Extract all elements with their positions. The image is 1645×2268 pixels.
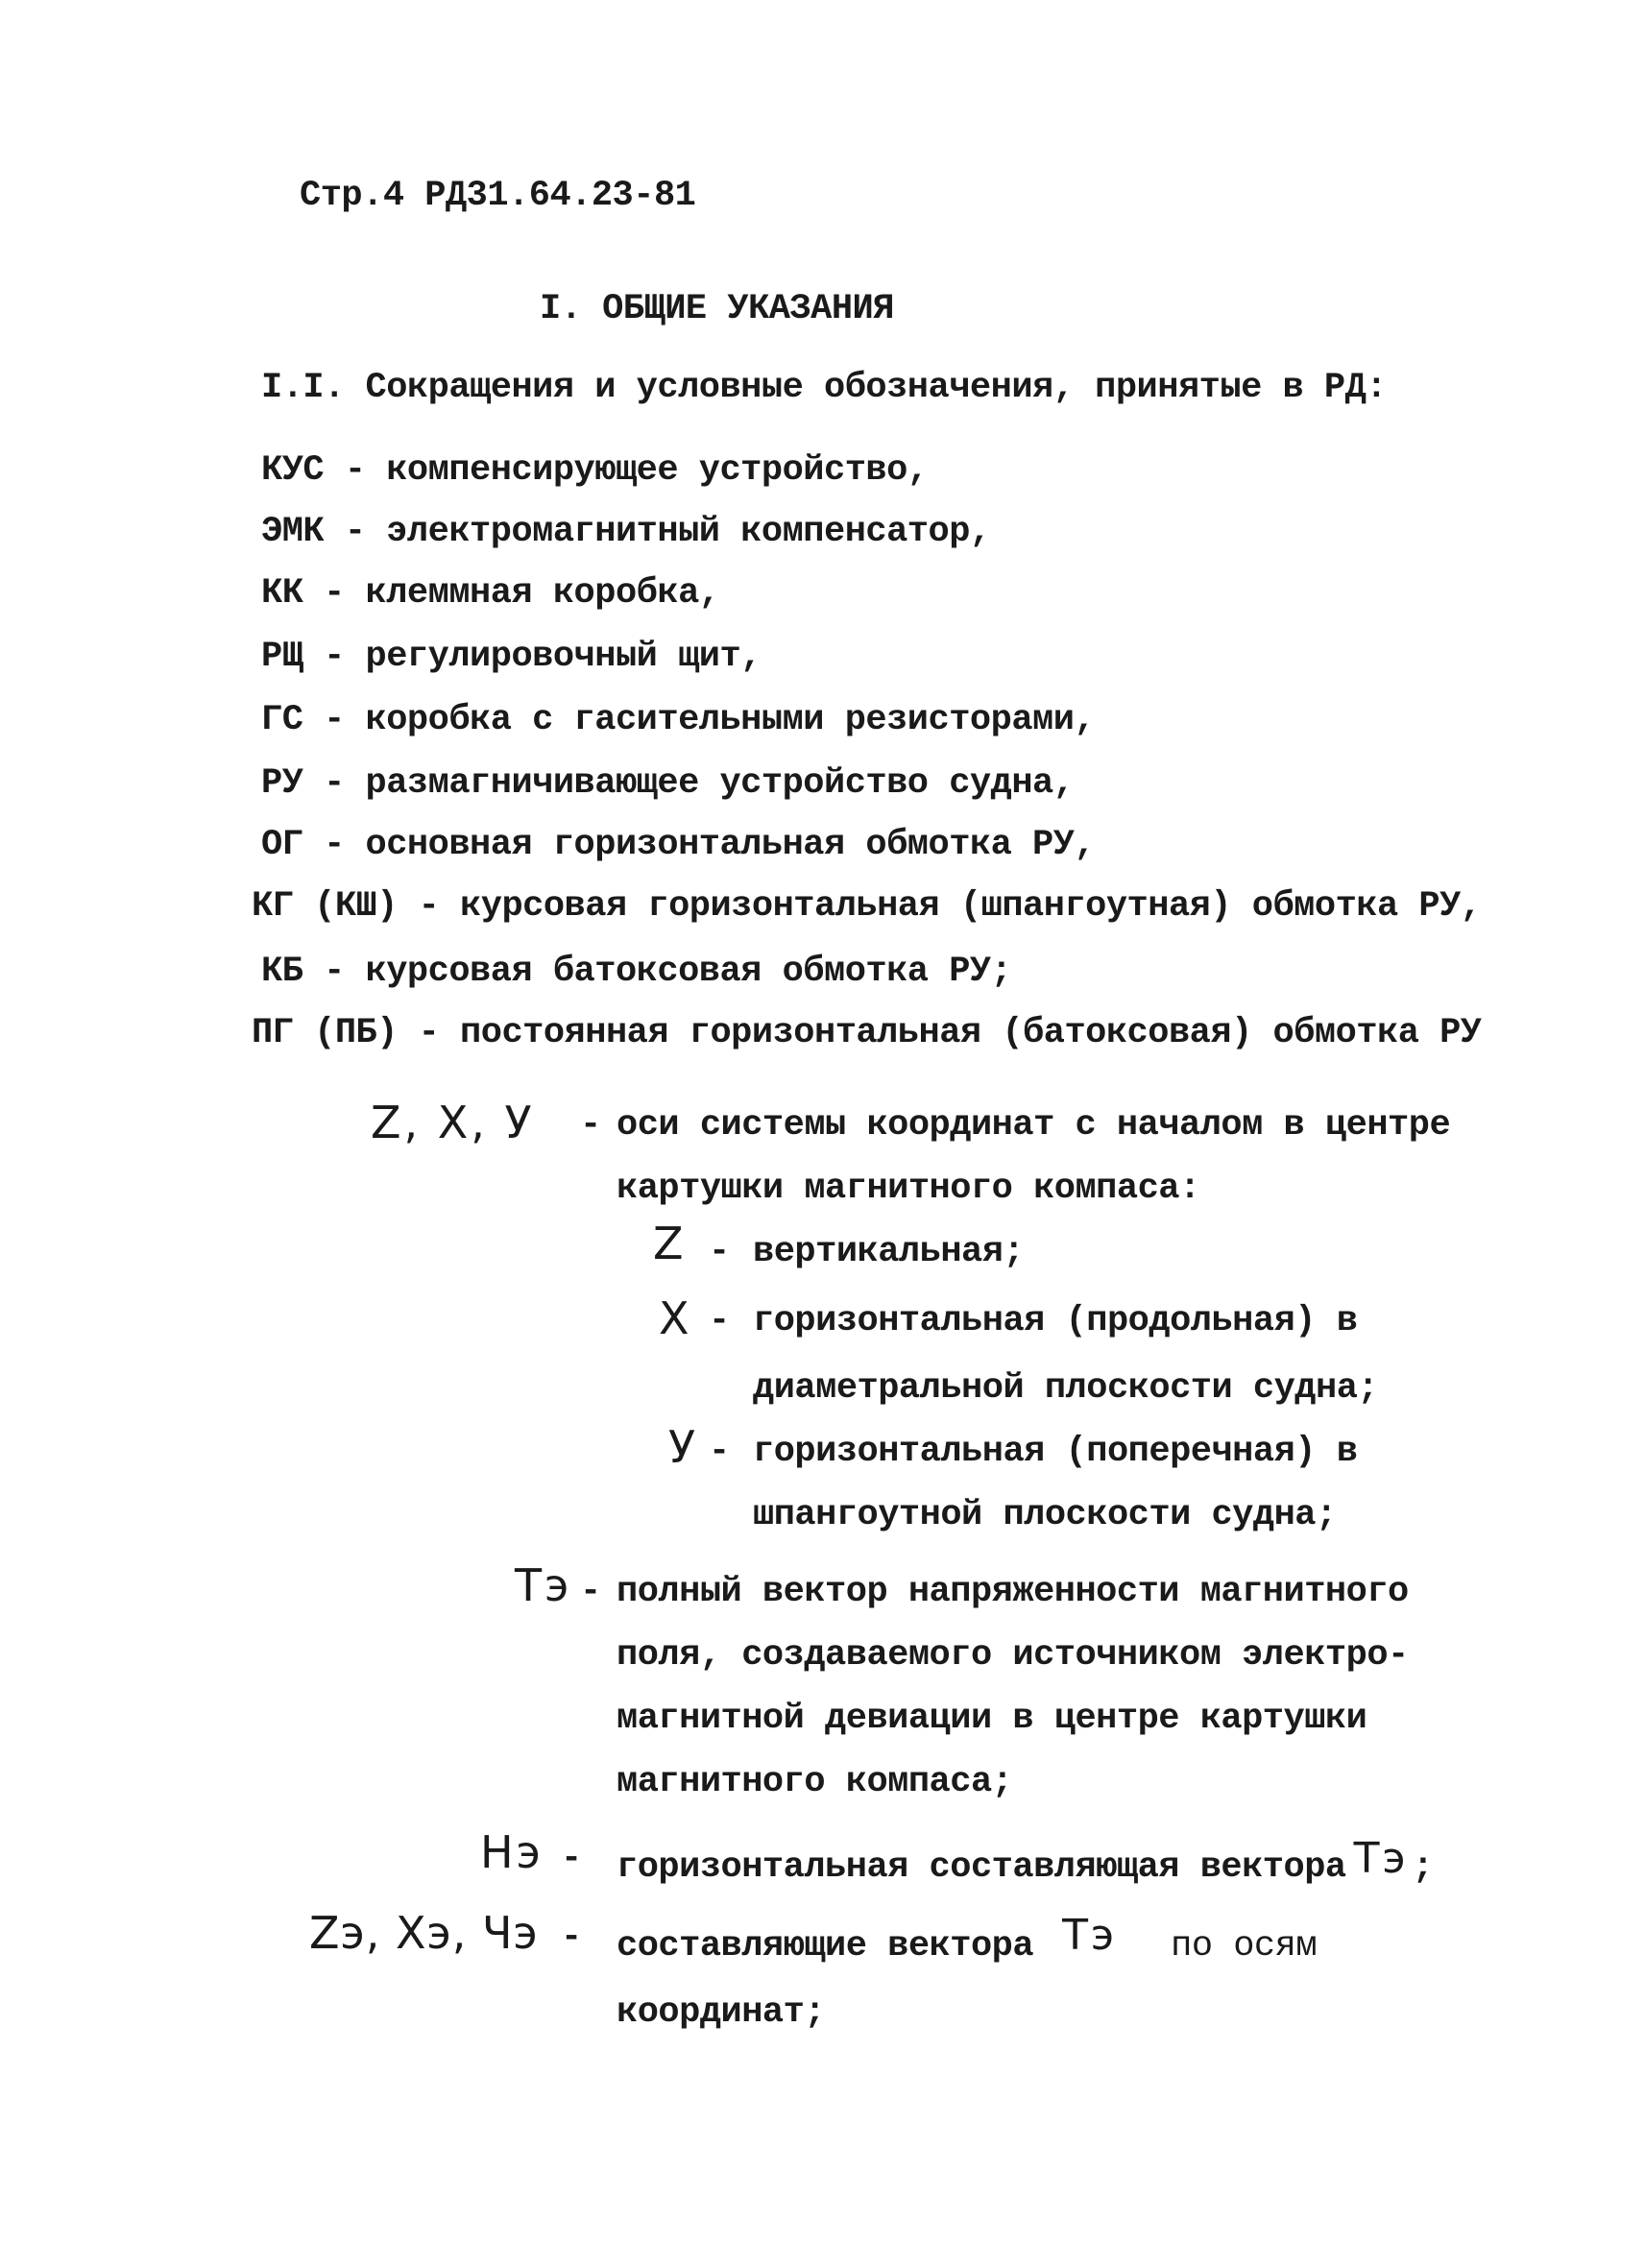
- list-item: ОГ - основная горизонтальная обмотка РУ,: [261, 825, 1096, 865]
- axes-definition-line: картушки магнитного компаса:: [617, 1169, 1200, 1209]
- x-symbol: X: [659, 1292, 692, 1344]
- x-definition-line: диаметральной плоскости судна;: [753, 1368, 1379, 1409]
- axes-definition-line: оси системы координат с началом в центре: [617, 1105, 1451, 1146]
- definition-dash: -: [709, 1432, 731, 1472]
- t-definition-line: поля, создаваемого источником электро-: [617, 1635, 1409, 1676]
- t-definition-line: полный вектор напряженности магнитного: [617, 1572, 1409, 1612]
- definition-dash: -: [709, 1301, 731, 1341]
- y-definition-line: горизонтальная (поперечная) в: [753, 1432, 1358, 1472]
- list-item: ГС - коробка с гасительными резисторами,: [261, 700, 1096, 740]
- list-item: КБ - курсовая батоксовая обмотка РУ;: [261, 952, 1012, 992]
- components-definition-text-end: по осям: [1171, 1926, 1318, 1966]
- z-symbol: Z: [653, 1218, 687, 1269]
- list-item: КК - клеммная коробка,: [261, 573, 720, 614]
- h-definition: [617, 1834, 1434, 1888]
- definition-dash: -: [580, 1105, 602, 1146]
- axes-symbol: Z, X, У: [371, 1097, 535, 1148]
- h-symbol: Нэ: [480, 1826, 544, 1878]
- intro-paragraph: I.I. Сокращения и условные обозначения, принятые в РД:: [261, 368, 1387, 408]
- definition-dash: -: [561, 1918, 583, 1958]
- h-reference-symbol: Тэ: [1353, 1834, 1409, 1883]
- components-symbol: Zэ, Xэ, Чэ: [309, 1907, 539, 1959]
- components-definition-line: координат;: [617, 1992, 826, 2033]
- list-item: ЭМК - электромагнитный компенсатор,: [261, 512, 991, 552]
- z-definition: вертикальная;: [753, 1232, 1025, 1272]
- h-definition-end: ;: [1412, 1847, 1434, 1888]
- components-reference-symbol: Тэ: [1062, 1911, 1118, 1960]
- list-item: ПГ (ПБ) - постоянная горизонтальная (батоксовая) обмотка РУ: [252, 1013, 1482, 1053]
- list-item: РУ - размагничивающее устройство судна,: [261, 763, 1075, 804]
- y-definition-line: шпангоутной плоскости судна;: [753, 1495, 1337, 1535]
- t-definition-line: магнитного компаса;: [617, 1762, 1013, 1802]
- definition-dash: -: [580, 1572, 602, 1612]
- t-definition-line: магнитной девиации в центре картушки: [617, 1699, 1367, 1739]
- list-item: РЩ - регулировочный щит,: [261, 637, 762, 677]
- h-definition-text: горизонтальная составляющая вектора: [617, 1847, 1346, 1888]
- definition-dash: -: [709, 1232, 731, 1272]
- components-definition-text: составляющие вектора: [617, 1926, 1034, 1966]
- list-item: КГ (КШ) - курсовая горизонтальная (шпангоутная) обмотка РУ,: [252, 886, 1482, 927]
- y-symbol: У: [668, 1421, 699, 1473]
- components-definition: [617, 1911, 1318, 1966]
- page-header: Стр.4 РД31.64.23-81: [300, 176, 696, 216]
- t-symbol: Тэ: [515, 1559, 572, 1611]
- section-title: I. ОБЩИЕ УКАЗАНИЯ: [540, 289, 894, 329]
- x-definition-line: горизонтальная (продольная) в: [753, 1301, 1358, 1341]
- definition-dash: -: [561, 1839, 583, 1879]
- list-item: КУС - компенсирующее устройство,: [261, 450, 929, 491]
